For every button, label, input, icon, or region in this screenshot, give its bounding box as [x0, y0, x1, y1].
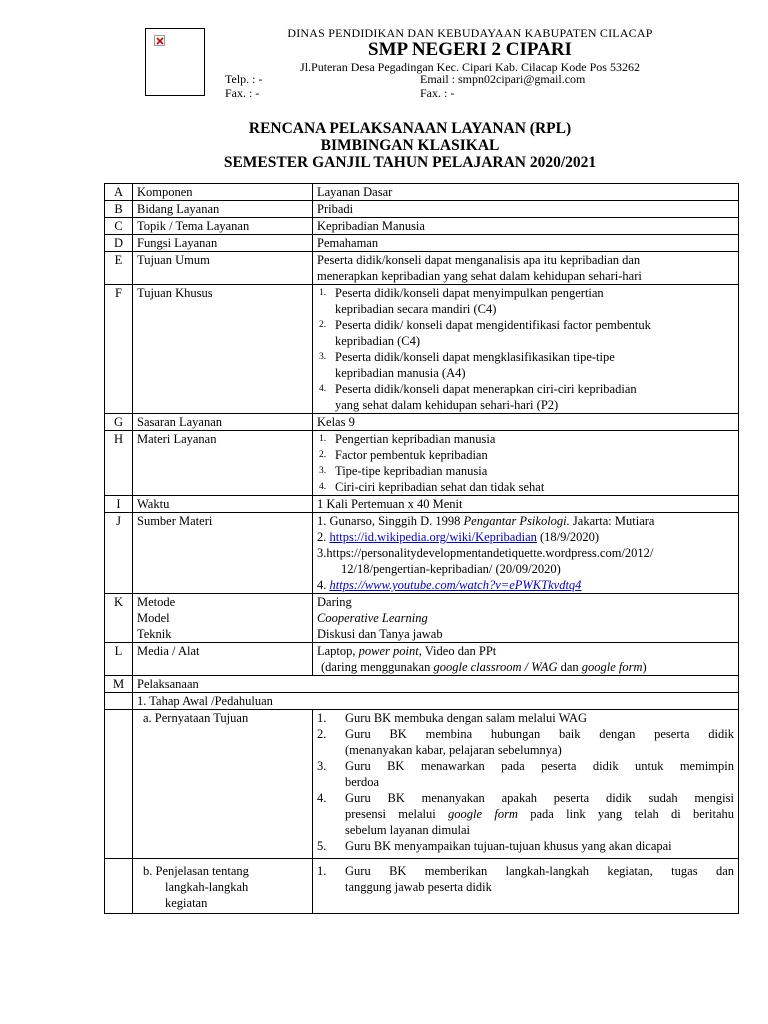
- source-text: 3.https://personalitydevelopmentandetiquette.wordpress.com/2012/: [317, 546, 654, 560]
- media-text: google form: [581, 660, 643, 674]
- header-telp: Telp. : -: [225, 72, 263, 86]
- source-text: (18/9/2020): [536, 530, 600, 544]
- source-text: 4.: [317, 578, 330, 592]
- row-value: [313, 643, 739, 676]
- list-item: [317, 317, 734, 349]
- row-value: [313, 859, 739, 914]
- media-text: google classroom / WAG: [433, 660, 558, 674]
- list-item: [317, 710, 734, 726]
- list-text-part: google form: [448, 807, 518, 821]
- row-key: A: [105, 184, 133, 201]
- header-agency: DINAS PENDIDIKAN DAN KEBUDAYAAN KABUPATEN CILACAP: [287, 26, 653, 40]
- list-number: 1.: [319, 434, 327, 444]
- list-item: [317, 349, 734, 381]
- wikipedia-link[interactable]: https://id.wikipedia.org/wiki/Kepribadian: [329, 530, 537, 544]
- value-teknik: Diskusi dan Tanya jawab: [317, 627, 443, 641]
- list-number: 2.: [319, 450, 327, 460]
- table-row: [105, 201, 739, 218]
- list-text: yang sehat dalam kehidupan sehari-hari (P2): [335, 398, 559, 412]
- list-number: 1.: [317, 864, 327, 878]
- source-1: [317, 513, 734, 529]
- media-line1: [317, 643, 734, 659]
- school-logo-placeholder: [145, 28, 205, 96]
- row-value: Pemahaman: [313, 235, 739, 252]
- youtube-link[interactable]: https://www.youtube.com/watch?v=ePWKTkvdtq4: [329, 578, 582, 592]
- row-label: Materi Layanan: [133, 431, 313, 496]
- media-text: ): [642, 660, 647, 674]
- list-number: 2.: [317, 727, 327, 741]
- tujuan-umum-line2: menerapkan kepribadian yang sehat dalam kehidupan sehari-hari: [317, 269, 642, 283]
- list-text: Peserta didik/konseli dapat menyimpulkan pengertian: [335, 286, 604, 300]
- list-item: [317, 431, 734, 447]
- row-label: Sasaran Layanan: [133, 414, 313, 431]
- doc-title-line3: SEMESTER GANJIL TAHUN PELAJARAN 2020/2021: [223, 154, 597, 171]
- row-label: Komponen: [133, 184, 313, 201]
- list-item: [317, 863, 734, 895]
- list-item: [317, 758, 734, 790]
- list-number: 3.: [317, 759, 327, 773]
- list-text: Guru BK menawarkan pada peserta didik untuk memimpin: [345, 759, 734, 773]
- list-number: 3.: [319, 466, 327, 476]
- label-teknik: Teknik: [137, 627, 172, 641]
- list-number: 5.: [317, 839, 327, 853]
- row-value: 1 Kali Pertemuan x 40 Menit: [313, 496, 739, 513]
- row-key-empty: [105, 693, 133, 710]
- table-row: [105, 218, 739, 235]
- header-school-name: SMP NEGERI 2 CIPARI: [368, 39, 572, 60]
- table-row: [105, 285, 739, 414]
- row-label: Topik / Tema Layanan: [133, 218, 313, 235]
- table-row: [105, 496, 739, 513]
- broken-image-icon: [154, 35, 165, 46]
- media-text: (daring menggunakan: [321, 660, 434, 674]
- label-model: Model: [137, 611, 170, 625]
- list-text: Tipe-tipe kepribadian manusia: [335, 464, 488, 478]
- header-fax-left: Fax. : -: [225, 86, 260, 100]
- row-label: Media / Alat: [133, 643, 313, 676]
- row-value: Kelas 9: [313, 414, 739, 431]
- list-text: Guru BK menanyakan apakah peserta didik sudah mengisi: [345, 791, 734, 805]
- row-key: J: [105, 513, 133, 594]
- row-key: M: [105, 676, 133, 693]
- list-text: Guru BK menyampaikan tujuan-tujuan khusus yang akan dicapai: [345, 839, 672, 853]
- list-item: [317, 447, 734, 463]
- source-text: 2.: [317, 530, 330, 544]
- step-label: a. Pernyataan Tujuan: [133, 710, 313, 859]
- stage-label: 1. Tahap Awal /Pedahuluan: [133, 693, 739, 710]
- rpl-table: [104, 183, 739, 914]
- list-item: [317, 285, 734, 317]
- list-item: [317, 790, 734, 838]
- source-text: 1. Gunarso, Singgih D. 1998: [317, 514, 464, 528]
- row-key-empty: [105, 710, 133, 859]
- list-number: 1.: [319, 288, 327, 298]
- table-row: [105, 643, 739, 676]
- list-text: sebelum layanan dimulai: [345, 823, 470, 837]
- list-number: 1.: [317, 711, 327, 725]
- row-label: Waktu: [133, 496, 313, 513]
- source-3: [317, 545, 734, 577]
- table-row: [105, 594, 739, 643]
- list-text: Peserta didik/ konseli dapat mengidentifikasi factor pembentuk: [335, 318, 651, 332]
- list-number: 4.: [319, 384, 327, 394]
- table-row: [105, 414, 739, 431]
- list-text: Ciri-ciri kepribadian sehat dan tidak sehat: [335, 480, 545, 494]
- list-text: tanggung jawab peserta didik: [345, 880, 492, 894]
- source-title: Pengantar Psikologi.: [463, 514, 570, 528]
- list-text: kepribadian (C4): [335, 334, 421, 348]
- row-key: G: [105, 414, 133, 431]
- list-number: 3.: [319, 352, 327, 362]
- table-row: [105, 235, 739, 252]
- list-text: Factor pembentuk kepribadian: [335, 448, 488, 462]
- list-item: [317, 726, 734, 758]
- row-key: B: [105, 201, 133, 218]
- table-row: [105, 252, 739, 285]
- header-fax-right: Fax. : -: [420, 86, 455, 100]
- list-item: [317, 838, 734, 854]
- row-value: Kepribadian Manusia: [313, 218, 739, 235]
- media-line2: [317, 659, 734, 675]
- list-text: berdoa: [345, 775, 380, 789]
- list-text: kepribadian manusia (A4): [335, 366, 466, 380]
- table-row: [105, 431, 739, 496]
- step-label: [133, 859, 313, 914]
- row-label: [133, 594, 313, 643]
- doc-title-line1: RENCANA PELAKSANAAN LAYANAN (RPL): [248, 120, 572, 137]
- list-number: 4.: [317, 791, 327, 805]
- label-metode: Metode: [137, 595, 176, 609]
- step-label-line: kegiatan: [165, 896, 208, 910]
- list-number: 4.: [319, 482, 327, 492]
- media-text: power point: [358, 644, 419, 658]
- list-text-part: pada link yang telah di beritahu: [517, 807, 735, 821]
- header-email: Email : smpn02cipari@gmail.com: [420, 72, 586, 86]
- table-row: [105, 513, 739, 594]
- row-label: Pelaksanaan: [133, 676, 739, 693]
- list-text: Guru BK memberikan langkah-langkah kegiatan, tugas dan: [345, 864, 734, 878]
- table-row: [105, 676, 739, 693]
- header-address: Jl.Puteran Desa Pegadingan Kec. Cipari Kab. Cilacap Kode Pos 53262: [300, 60, 640, 74]
- step-label-line: langkah-langkah: [165, 880, 249, 894]
- list-text: Peserta didik/konseli dapat menerapkan ciri-ciri kepribadian: [335, 382, 637, 396]
- row-label: Sumber Materi: [133, 513, 313, 594]
- row-key: H: [105, 431, 133, 496]
- doc-title-line2: BIMBINGAN KLASIKAL: [320, 137, 500, 154]
- row-label: Fungsi Layanan: [133, 235, 313, 252]
- row-key: I: [105, 496, 133, 513]
- source-4: [317, 577, 734, 593]
- table-row: [105, 184, 739, 201]
- table-row: [105, 710, 739, 859]
- row-value: Pribadi: [313, 201, 739, 218]
- row-key: F: [105, 285, 133, 414]
- table-row: [105, 693, 739, 710]
- row-value: Layanan Dasar: [313, 184, 739, 201]
- list-text-part: presensi melalui: [345, 807, 449, 821]
- row-key: E: [105, 252, 133, 285]
- source-text: Jakarta: Mutiara: [569, 514, 655, 528]
- table-row: [105, 859, 739, 914]
- row-value: [313, 285, 739, 414]
- row-value: [313, 513, 739, 594]
- row-key: D: [105, 235, 133, 252]
- row-key-empty: [105, 859, 133, 914]
- source-2: [317, 529, 734, 545]
- media-text: Laptop,: [317, 644, 359, 658]
- list-text: Peserta didik/konseli dapat mengklasifikasikan tipe-tipe: [335, 350, 615, 364]
- list-text: (menanyakan kabar, pelajaran sebelumnya): [345, 743, 562, 757]
- row-label: Bidang Layanan: [133, 201, 313, 218]
- step-label-line: b. Penjelasan tentang: [143, 864, 249, 878]
- list-number: 2.: [319, 320, 327, 330]
- list-item: [317, 479, 734, 495]
- list-item: [317, 463, 734, 479]
- row-value: [313, 252, 739, 285]
- row-value: [313, 431, 739, 496]
- row-key: K: [105, 594, 133, 643]
- tujuan-umum-line1: Peserta didik/konseli dapat menganalisis apa itu kepribadian dan: [317, 253, 641, 267]
- list-text: Guru BK membina hubungan baik dengan peserta didik: [345, 727, 734, 741]
- list-text: Guru BK membuka dengan salam melalui WAG: [345, 711, 588, 725]
- media-text: , Video dan PPt: [418, 644, 497, 658]
- value-metode: Daring: [317, 595, 352, 609]
- row-label: Tujuan Umum: [133, 252, 313, 285]
- row-key: C: [105, 218, 133, 235]
- list-text: Pengertian kepribadian manusia: [335, 432, 496, 446]
- value-model: Cooperative Learning: [317, 611, 428, 625]
- source-text: 12/18/pengertian-kepribadian/ (20/09/2020): [341, 562, 561, 576]
- media-text: dan: [557, 660, 582, 674]
- row-value: [313, 710, 739, 859]
- list-text: kepribadian secara mandiri (C4): [335, 302, 497, 316]
- row-label: Tujuan Khusus: [133, 285, 313, 414]
- row-key: L: [105, 643, 133, 676]
- list-item: [317, 381, 734, 413]
- list-text: [345, 806, 734, 822]
- row-value: [313, 594, 739, 643]
